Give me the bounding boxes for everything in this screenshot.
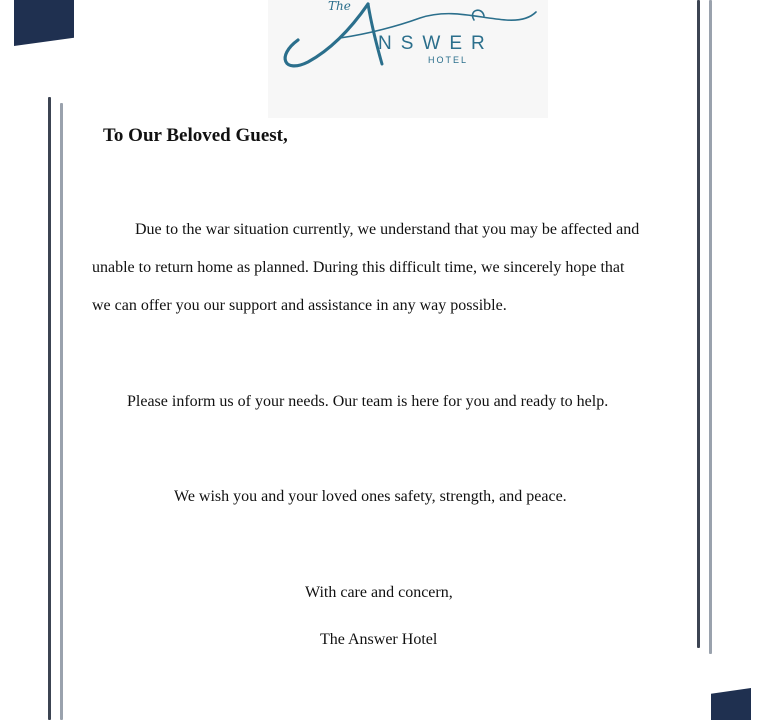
letter-greeting: To Our Beloved Guest, (103, 125, 288, 146)
paragraph-1-line-1: Due to the war situation currently, we understand that you may be affected and (135, 221, 640, 238)
logo-main-text: NSWER (378, 33, 494, 54)
letter-signature: The Answer Hotel (320, 631, 438, 648)
border-line-left-inner (60, 103, 63, 720)
logo-sub-text: HOTEL (428, 55, 469, 65)
border-line-right-inner (709, 0, 712, 654)
hotel-logo (268, 0, 548, 118)
border-line-right-outer (697, 0, 700, 648)
paragraph-1-line-2: unable to return home as planned. During this difficult time, we sincerely hope that (92, 259, 625, 276)
corner-decoration-bottom-right (711, 688, 751, 720)
border-line-left-outer (48, 97, 51, 720)
paragraph-3: We wish you and your loved ones safety, strength, and peace. (174, 488, 567, 505)
paragraph-2: Please inform us of your needs. Our team is here for you and ready to help. (127, 393, 609, 410)
logo-small-text: The (328, 0, 351, 13)
corner-decoration-top-left (14, 0, 74, 46)
paragraph-1-line-3: we can offer you our support and assistance in any way possible. (92, 297, 507, 314)
letter-closing: With care and concern, (305, 584, 453, 601)
